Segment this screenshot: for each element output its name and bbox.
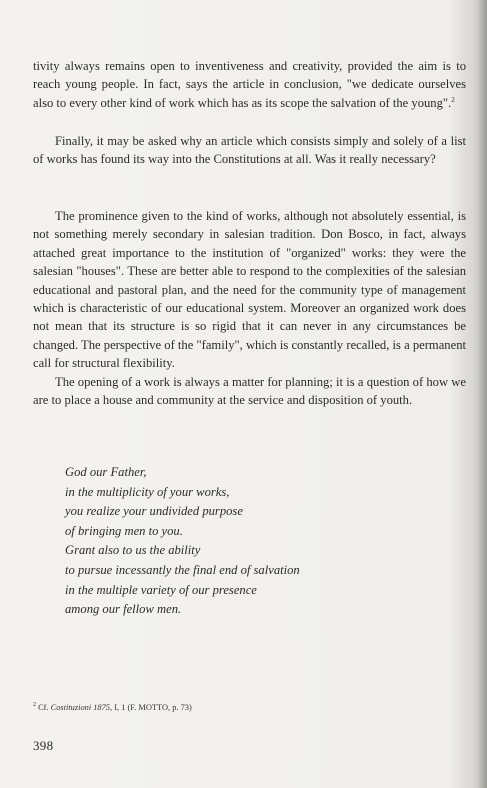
- closing-prayer: [65, 463, 445, 620]
- page-number: 398: [33, 738, 54, 753]
- paragraph-1: [33, 57, 466, 112]
- footnote-reference: 2: [451, 95, 455, 104]
- prayer-line: God our Father,: [65, 465, 147, 479]
- prayer-line: among our fellow men.: [65, 602, 182, 617]
- prayer-line: to pursue incessantly the final end of salvation: [65, 562, 300, 577]
- paragraph-4: The opening of a work is always a matter for planning; it is a question of how we are to place a house and community at the service and disposition of youth.: [33, 375, 466, 408]
- paragraph-3: The prominence given to the kind of works, although not absolutely essential, is not something merely secondary in salesian tradition. Don Bosco, in fact, always attached great importance to the institution of "organized" works: they were the salesian "houses". These are better able to respond to the complexities of the salesian educational and pastoral plan, and the need for the community type of management which is characteristic of our educational system. Moreover an organized work does not mean that its structure is so rigid that it can never in any circumstances be changed. The perspective of the "family", which is constantly recalled, is a permanent call for structural flexibility.: [33, 209, 466, 371]
- prayer-line: in the multiplicity of your works,: [65, 484, 230, 499]
- paragraph-2: Finally, it may be asked why an article which consists simply and solely of a list of works has found its way into the Constitutions at all. Was it really necessary?: [33, 134, 466, 167]
- page-edge-shadow: [477, 0, 487, 788]
- footnote: [33, 702, 192, 714]
- footnote-prefix: Cf.: [38, 703, 49, 712]
- prayer-line: in the multiple variety of our presence: [65, 582, 257, 597]
- prayer-line: of bringing men to you.: [65, 523, 183, 538]
- prayer-line: you realize your undivided purpose: [65, 504, 243, 519]
- paragraph-1-text: tivity always remains open to inventiveness and creativity, provided the aim is to reach young people. In fact, says the article in conclusion, "we dedicate ourselves also to every other kind of work which has as its scope the salvation of the young".: [33, 59, 466, 110]
- prayer-line: Grant also to us the ability: [65, 543, 201, 558]
- footnote-marker: 2: [33, 702, 36, 709]
- footnote-rest: , I, 1 (F. MOTTO, p. 73): [110, 703, 192, 712]
- footnote-title: Costituzioni 1875: [50, 703, 110, 712]
